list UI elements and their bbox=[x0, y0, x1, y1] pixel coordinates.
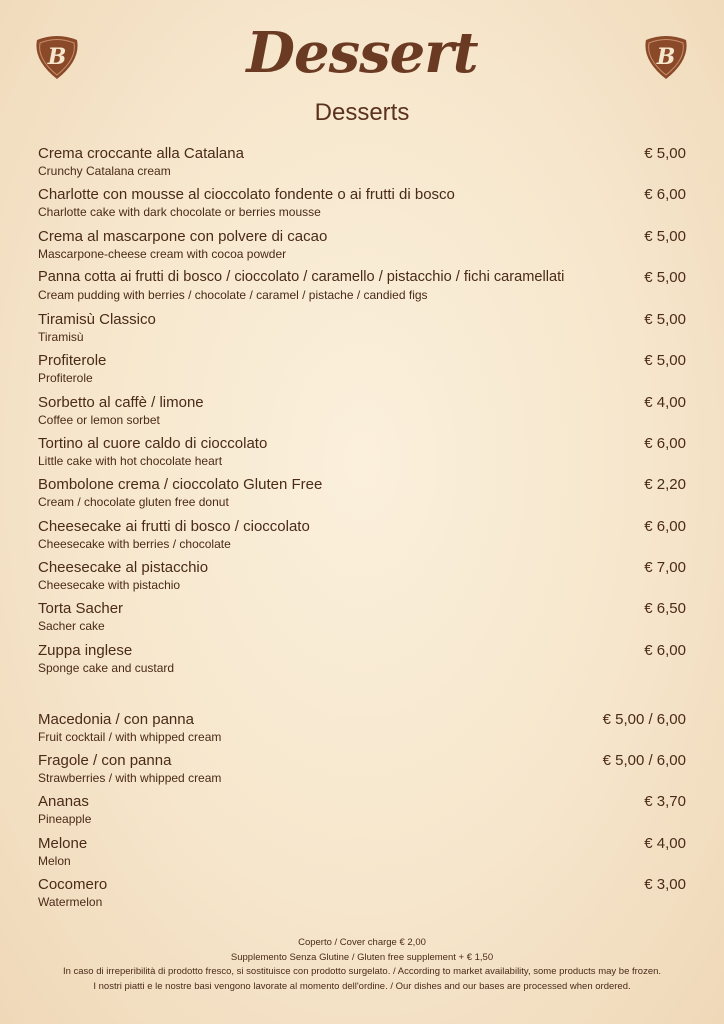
menu-item bbox=[38, 311, 686, 351]
item-name: Fragole / con panna bbox=[38, 752, 172, 769]
item-description: Mascarpone-cheese cream with cocoa powder bbox=[38, 247, 287, 261]
item-price: € 3,70 bbox=[644, 793, 686, 810]
gluten-free-note: Supplemento Senza Glutine / Gluten free supplement + € 1,50 bbox=[230, 951, 494, 963]
item-price: € 6,00 bbox=[644, 435, 686, 452]
item-price: € 5,00 bbox=[644, 352, 686, 369]
item-name: Melone bbox=[38, 835, 88, 852]
item-price: € 4,00 bbox=[644, 394, 686, 411]
item-price: € 5,00 bbox=[644, 311, 686, 328]
item-description: Tiramisù bbox=[38, 330, 84, 344]
item-price: € 5,00 bbox=[644, 269, 686, 286]
item-name: Macedonia / con panna bbox=[38, 711, 194, 728]
item-price: € 6,50 bbox=[644, 600, 686, 617]
item-name: Tiramisù Classico bbox=[38, 311, 156, 328]
menu-item bbox=[38, 876, 686, 916]
item-name: Bombolone crema / cioccolato Gluten Free bbox=[38, 476, 323, 493]
menu-item bbox=[38, 752, 686, 792]
item-price: € 5,00 bbox=[644, 145, 686, 162]
item-name: Tortino al cuore caldo di cioccolato bbox=[38, 435, 268, 452]
menu-item bbox=[38, 642, 686, 682]
item-name: Cheesecake al pistacchio bbox=[38, 559, 209, 576]
item-price: € 6,00 bbox=[644, 642, 686, 659]
item-name: Profiterole bbox=[38, 352, 107, 369]
item-name: Crema al mascarpone con polvere di cacao bbox=[38, 228, 328, 245]
processing-note: I nostri piatti e le nostre basi vengono lavorate al momento dell'ordine. / Our dishes and our bases are processed when ordered. bbox=[93, 980, 631, 992]
item-name: Cheesecake ai frutti di bosco / cioccolato bbox=[38, 518, 310, 535]
menu-item bbox=[38, 711, 686, 751]
menu-item bbox=[38, 269, 686, 309]
menu-item bbox=[38, 435, 686, 475]
logo-letter: B bbox=[47, 44, 67, 70]
item-price: € 5,00 / 6,00 bbox=[602, 752, 686, 769]
item-price: € 6,00 bbox=[644, 518, 686, 535]
item-description: Fruit cocktail / with whipped cream bbox=[38, 730, 222, 744]
menu-item bbox=[38, 186, 686, 226]
item-price: € 4,00 bbox=[644, 835, 686, 852]
item-price: € 5,00 / 6,00 bbox=[602, 711, 686, 728]
menu-item bbox=[38, 518, 686, 558]
logo-letter: B bbox=[656, 44, 676, 70]
menu-item bbox=[38, 600, 686, 640]
item-description: Cream pudding with berries / chocolate / caramel / pistache / candied figs bbox=[38, 288, 428, 302]
item-name: Ananas bbox=[38, 793, 89, 810]
item-description: Profiterole bbox=[38, 371, 93, 385]
menu-item bbox=[38, 228, 686, 268]
item-description: Sponge cake and custard bbox=[38, 661, 175, 675]
shield-logo-icon bbox=[642, 34, 690, 80]
menu-item bbox=[38, 145, 686, 185]
item-description: Cheesecake with pistachio bbox=[38, 578, 181, 592]
item-price: € 6,00 bbox=[644, 186, 686, 203]
item-price: € 2,20 bbox=[644, 476, 686, 493]
item-description: Sacher cake bbox=[38, 619, 105, 633]
menu-item bbox=[38, 559, 686, 599]
menu-item bbox=[38, 476, 686, 516]
item-description: Melon bbox=[38, 854, 71, 868]
item-name: Panna cotta ai frutti di bosco / cioccolato / caramello / pistacchio / fichi caramellati bbox=[38, 269, 565, 285]
logo-badge-right bbox=[642, 34, 690, 80]
item-description: Crunchy Catalana cream bbox=[38, 164, 171, 178]
menu-item bbox=[38, 352, 686, 392]
cover-charge-note: Coperto / Cover charge € 2,00 bbox=[298, 937, 426, 948]
item-description: Watermelon bbox=[38, 895, 103, 909]
item-name: Charlotte con mousse al cioccolato fondente o ai frutti di bosco bbox=[38, 186, 455, 203]
item-description: Strawberries / with whipped cream bbox=[38, 771, 222, 785]
menu-item bbox=[38, 793, 686, 833]
menu-item bbox=[38, 835, 686, 875]
item-name: Sorbetto al caffè / limone bbox=[38, 394, 204, 411]
page-title: Dessert bbox=[246, 20, 478, 86]
item-name: Crema croccante alla Catalana bbox=[38, 145, 244, 162]
footer-notes bbox=[0, 936, 724, 994]
item-description: Pineapple bbox=[38, 812, 92, 826]
item-price: € 3,00 bbox=[644, 876, 686, 893]
availability-note: In caso di irreperibilità di prodotto fresco, si sostituisce con prodotto surgelato. / According to market availability, some products may be frozen. bbox=[62, 966, 662, 977]
item-description: Cream / chocolate gluten free donut bbox=[38, 495, 229, 509]
item-description: Coffee or lemon sorbet bbox=[38, 413, 160, 427]
item-name: Torta Sacher bbox=[38, 600, 124, 617]
item-description: Charlotte cake with dark chocolate or berries mousse bbox=[38, 205, 321, 219]
item-price: € 7,00 bbox=[644, 559, 686, 576]
item-description: Cheesecake with berries / chocolate bbox=[38, 537, 231, 551]
item-name: Zuppa inglese bbox=[38, 642, 133, 659]
item-name: Cocomero bbox=[38, 876, 108, 893]
item-price: € 5,00 bbox=[644, 228, 686, 245]
item-description: Little cake with hot chocolate heart bbox=[38, 454, 223, 468]
menu-item bbox=[38, 394, 686, 434]
section-title: Desserts bbox=[314, 99, 410, 126]
